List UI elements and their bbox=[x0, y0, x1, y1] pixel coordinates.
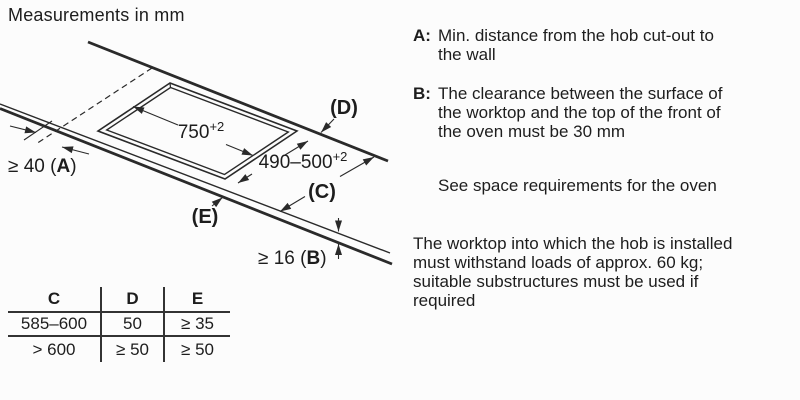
dim-depth-arrow-bottom bbox=[238, 174, 252, 183]
dim-length-label: $750^{+2}$ bbox=[177, 119, 225, 143]
table-cell: ≥ 50 bbox=[100, 337, 165, 362]
clearance-table bbox=[8, 287, 230, 362]
table-cell: 50 bbox=[100, 313, 165, 337]
note-line: The clearance between the surface of bbox=[438, 84, 723, 103]
dim-a-arrow-left bbox=[10, 126, 36, 133]
space-requirements-note: See space requirements for the oven bbox=[438, 176, 717, 195]
note-line: The worktop into which the hob is installed bbox=[413, 234, 733, 253]
dim-b-label: ≥ 16 (B) bbox=[258, 248, 327, 269]
table-cell: 585–600 bbox=[8, 313, 100, 337]
label-d: (D) bbox=[330, 97, 358, 119]
label-d-leader bbox=[321, 119, 334, 133]
dim-a-arrow-right bbox=[62, 147, 89, 154]
note-text-b bbox=[438, 84, 722, 141]
label-c: (C) bbox=[308, 181, 336, 203]
dim-length-arrow-right bbox=[226, 145, 253, 156]
table-header-e: E bbox=[165, 287, 230, 313]
label-e: (E) bbox=[191, 206, 219, 228]
note-text-a bbox=[438, 26, 714, 64]
worktop-cutout-diagram bbox=[0, 0, 400, 290]
note-line: required bbox=[413, 291, 476, 310]
table-header-d: D bbox=[100, 287, 165, 313]
page-title: Measurements in mm bbox=[8, 5, 185, 25]
note-line: suitable substructures must be used if bbox=[413, 272, 699, 291]
dim-c-arrow-front bbox=[280, 197, 305, 212]
note-label-a: A: bbox=[413, 26, 431, 45]
note-line: the wall bbox=[438, 45, 496, 64]
cutout-corner-tick bbox=[170, 83, 171, 88]
note-item-b bbox=[413, 84, 785, 141]
notes-panel bbox=[413, 26, 785, 310]
note-line: the worktop and the top of the front of bbox=[438, 103, 721, 122]
table-cell: > 600 bbox=[32, 339, 76, 359]
dim-length-arrow-left bbox=[133, 107, 178, 126]
dim-depth-label: $490-500^{+2}$ bbox=[258, 149, 348, 173]
load-capacity-note bbox=[413, 234, 785, 310]
table-header-c: C bbox=[8, 287, 100, 313]
table-cell: ≥ 35 bbox=[165, 313, 230, 337]
table-cell: ≥ 50 bbox=[181, 339, 214, 359]
note-line: the oven must be 30 mm bbox=[438, 122, 626, 141]
note-label-b: B: bbox=[413, 84, 431, 103]
note-line: must withstand loads of approx. 60 kg; bbox=[413, 253, 704, 272]
label-e-leader bbox=[212, 198, 223, 207]
note-item-a bbox=[413, 26, 785, 64]
note-line: Min. distance from the hob cut-out to bbox=[438, 26, 714, 45]
dim-a-label: ≥ 40 (A) bbox=[8, 156, 77, 177]
